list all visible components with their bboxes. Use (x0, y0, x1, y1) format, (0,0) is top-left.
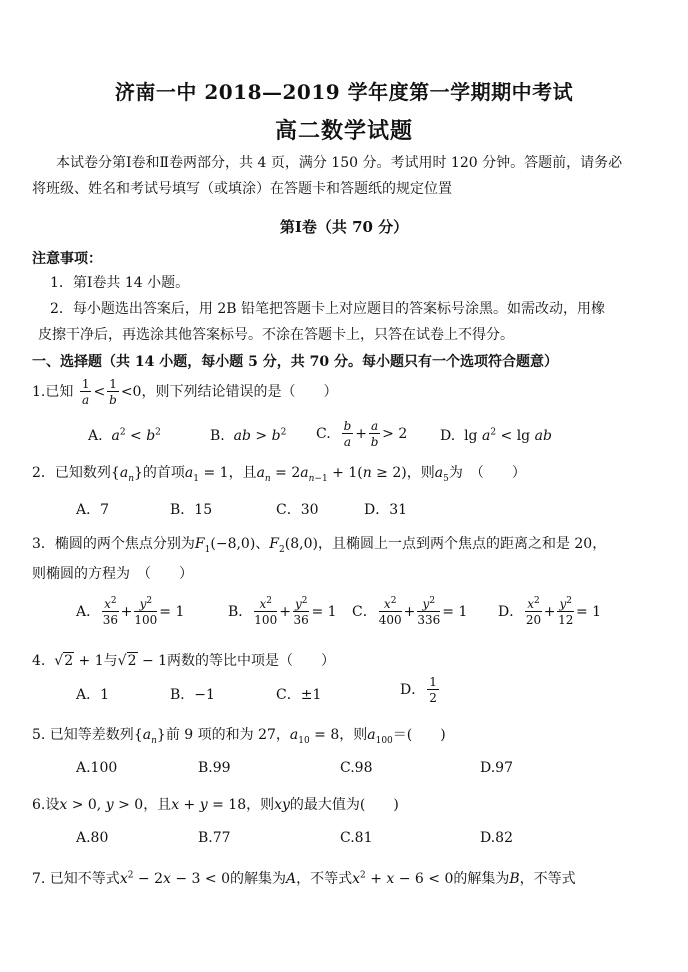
q4-option-a: A．1 (76, 687, 110, 703)
question-2: 2．已知数列$\{a_n\}$的首项$a_1 = 1$，且$a_n = 2a_{n-1} + 1(n \ge 2)$，则$a_5$为 （ ） (32, 465, 526, 484)
q4-option-d: D． $\frac{1}{2}$ (400, 675, 437, 705)
q6-option-d: D.82 (480, 830, 513, 846)
question-1: 1.已知 $\frac{1}{a}$ < $\frac{1}{b}$ <0，则下列结论错误的是（ ） (32, 377, 338, 407)
question-4: 4. √2 + 1与√2 − 1两数的等比中项是（ ） (32, 653, 336, 669)
intro-line-1: 本试卷分第Ⅰ卷和Ⅱ卷两部分，共 4 页，满分 150 分。考试用时 120 分钟。答题前，请务必 (56, 155, 623, 171)
q2-option-a: A．7 (76, 502, 110, 518)
notes-item-2-line-2: 皮擦干净后，再选涂其他答案标号。不涂在答题卡上，只答在试卷上不得分。 (38, 327, 514, 343)
q1-option-b: B. ab > $b^2$ (210, 427, 287, 444)
q1-option-c: C. $\frac{b}{a}$ + $\frac{a}{b}$ > 2 (316, 419, 408, 449)
q2-option-c: C．30 (276, 502, 319, 518)
q5-option-c: C.98 (340, 760, 373, 776)
exam-subject: 高二数学试题 (274, 118, 413, 144)
notes-item-2-line-1: 2．每小题选出答案后，用 2B 铅笔把答题卡上对应题目的答案标号涂黑。如需改动，用橡 (50, 301, 606, 317)
q3-option-a: A． $\frac{x^2}{36}$ + $\frac{y^2}{100}$ = 1 (76, 596, 185, 627)
q6-option-b: B.77 (198, 830, 231, 846)
q1-option-d: D. $\lg a^2 < \lg$ ab (440, 427, 552, 444)
q4-option-b: B．−1 (170, 687, 215, 703)
intro-line-2: 将班级、姓名和考试号填写（或填涂）在答题卡和答题纸的规定位置 (32, 181, 452, 197)
question-3-line-2: 则椭圆的方程为 （ ） (32, 566, 193, 582)
question-3-line-1: 3．椭圆的两个焦点分别为$F_1(-8,0)$、$F_2(8,0)$，且椭圆上一点到两个焦点的距离之和是 20， (32, 536, 607, 555)
q2-option-b: B．15 (170, 502, 213, 518)
question-6: 6.设x > 0, y > 0，且x + y = 18，则xy的最大值为( ) (32, 797, 399, 813)
question-5: 5. 已知等差数列$\{a_n\}$前 9 项的和为 27，$a_{10} = 8$，则$a_{100}=$( ) (32, 727, 446, 746)
part1-heading: 第Ⅰ卷（共 70 分） (279, 218, 409, 236)
q6-option-c: C.81 (340, 830, 373, 846)
q3-option-b: B． $\frac{x^2}{100}$ + $\frac{y^2}{36}$ = 1 (228, 596, 337, 627)
q5-option-b: B.99 (198, 760, 231, 776)
notes-item-1: 1．第Ⅰ卷共 14 小题。 (50, 275, 190, 291)
q4-option-c: C．±1 (276, 687, 322, 703)
section1-heading: 一、选择题（共 14 小题，每小题 5 分，共 70 分。每小题只有一个选项符合题意） (32, 354, 558, 370)
q5-option-d: D.97 (480, 760, 513, 776)
q6-option-a: A.80 (76, 830, 109, 846)
question-7: 7. 已知不等式$x^2 - 2x - 3 < 0$的解集为A，不等式$x^2 + x - 6 < 0$的解集为B，不等式 (32, 870, 576, 887)
notes-heading: 注意事项： (32, 251, 102, 267)
q3-option-c: C． $\frac{x^2}{400}$ + $\frac{y^2}{336}$ = 1 (352, 596, 468, 627)
q5-option-a: A.100 (76, 760, 118, 776)
q2-option-d: D．31 (364, 502, 408, 518)
q1-option-a: A. $a^2 < b^2$ (88, 427, 161, 444)
exam-title: 济南一中 2018—2019 学年度第一学期期中考试 (114, 80, 574, 104)
q3-option-d: D． $\frac{x^2}{20}$ + $\frac{y^2}{12}$ = 1 (498, 596, 602, 627)
